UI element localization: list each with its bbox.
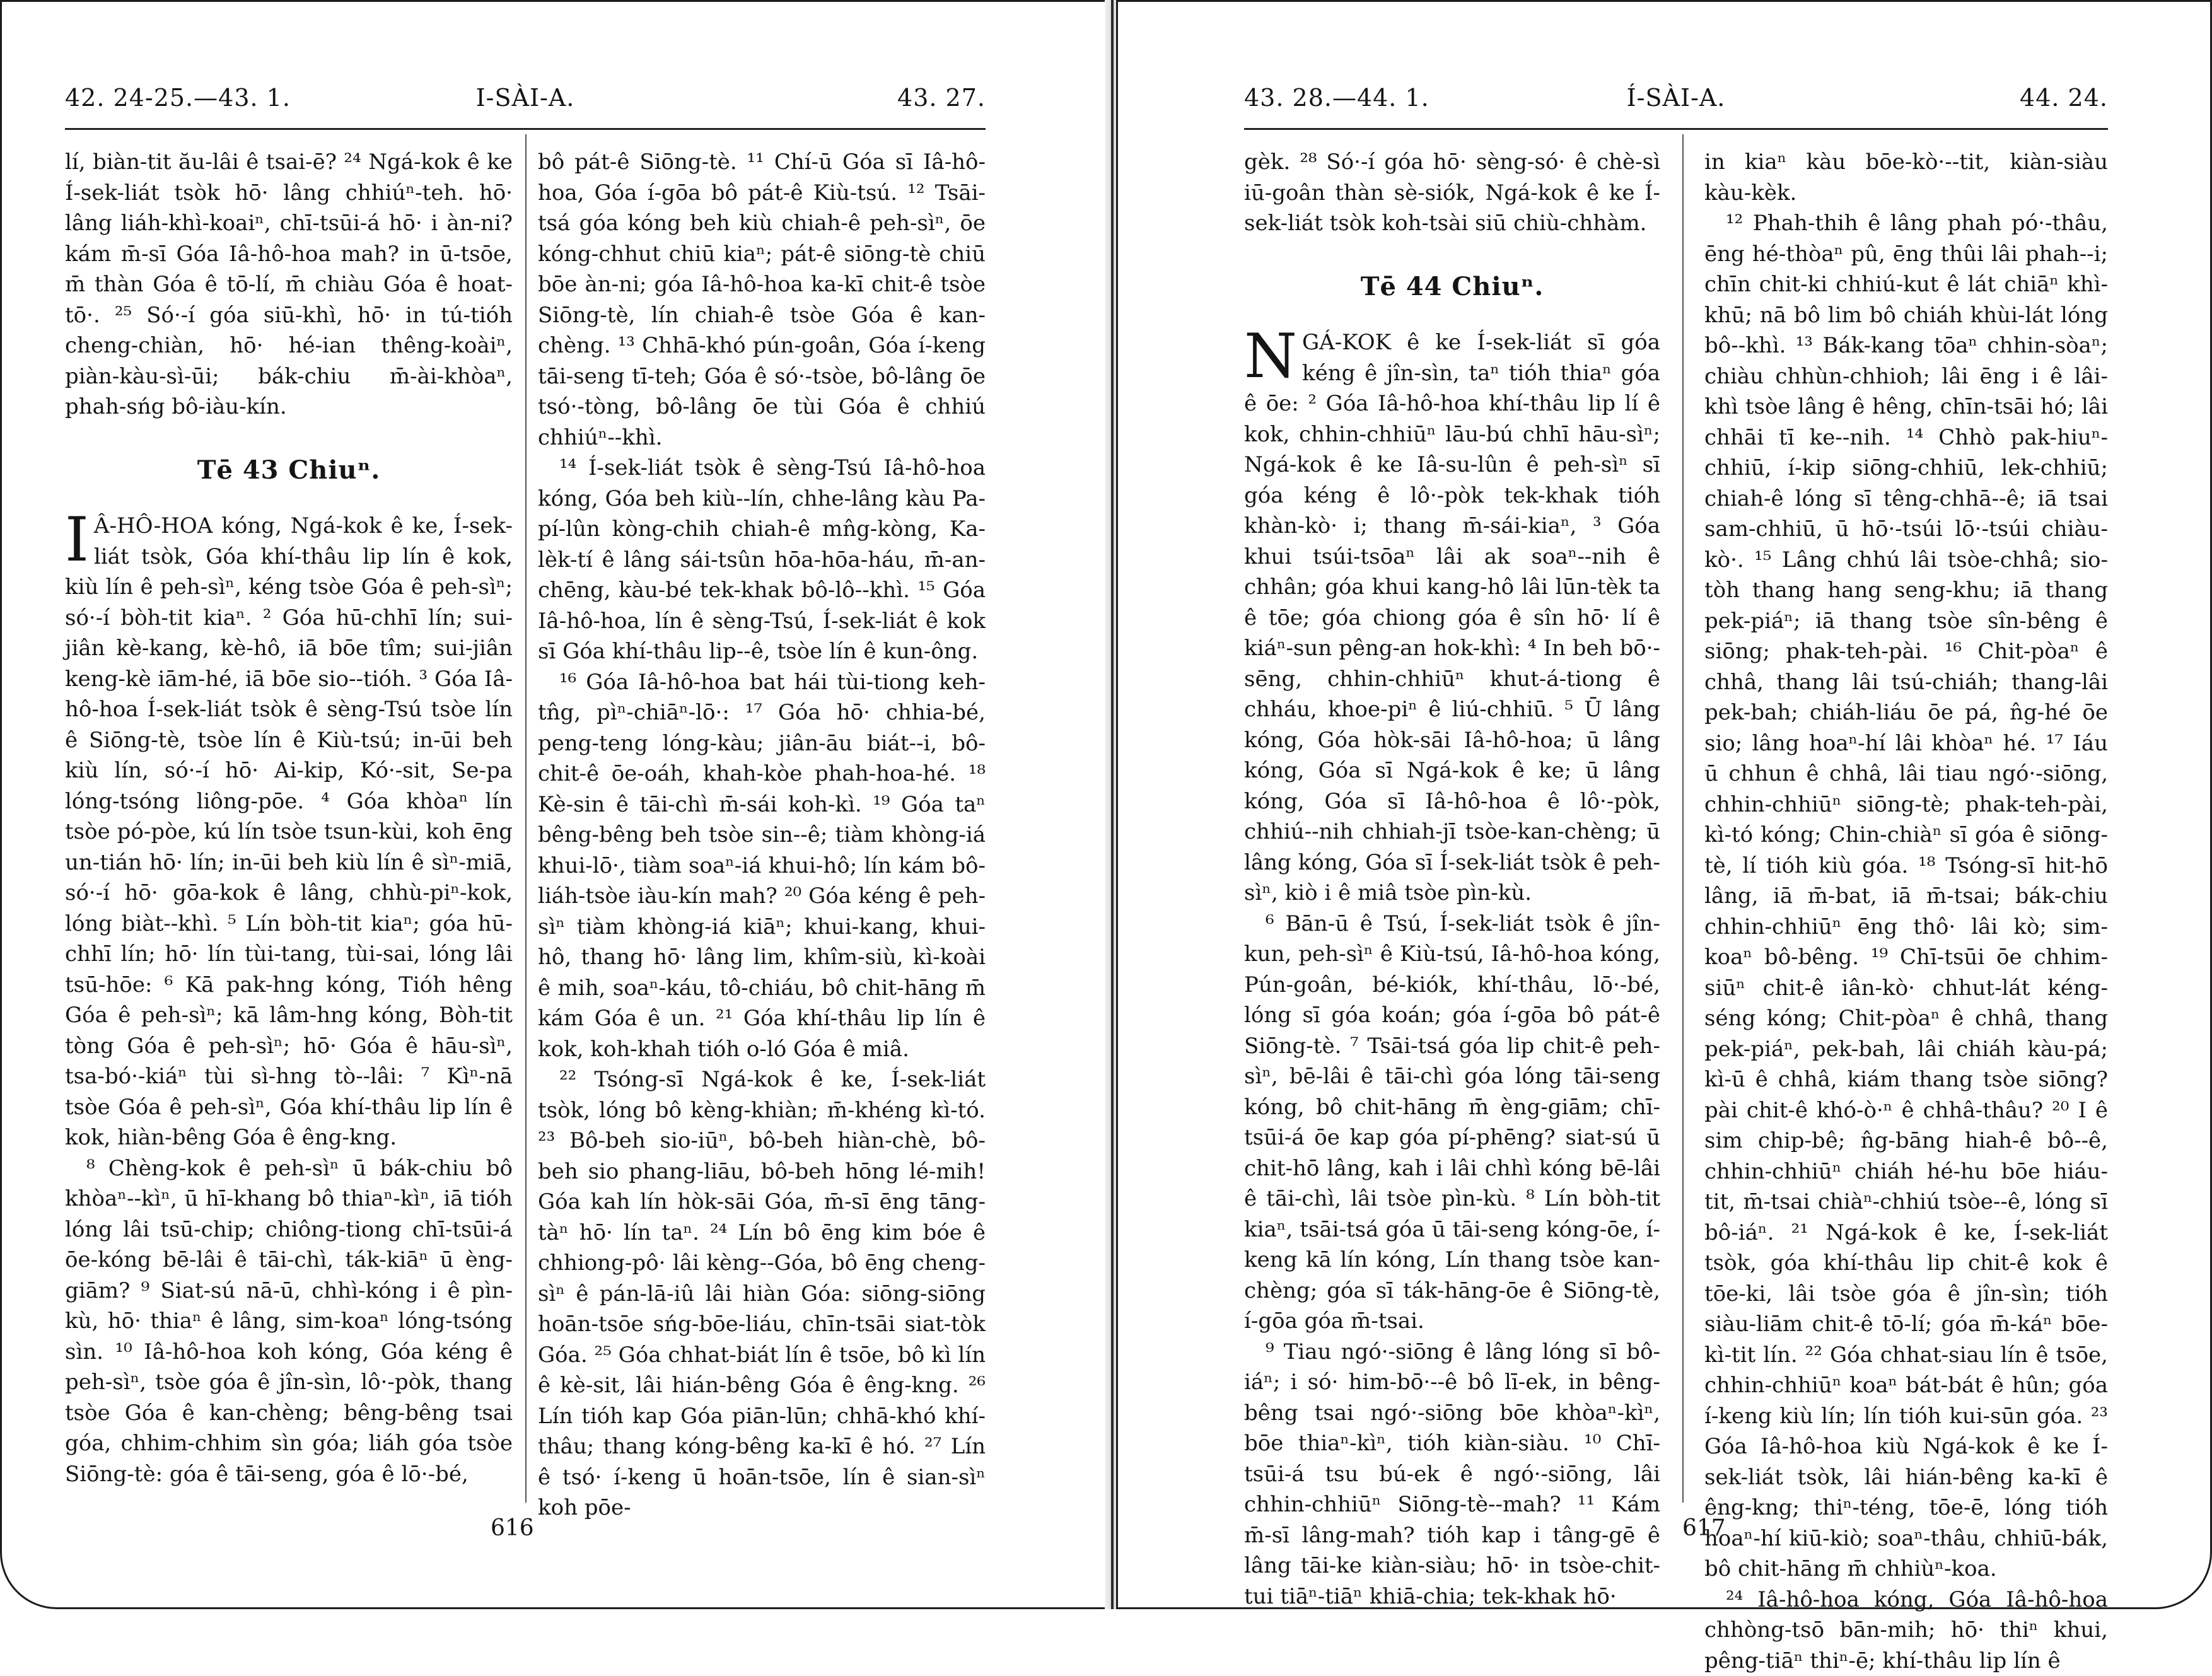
- right-page: [1116, 0, 2212, 1609]
- running-header: [65, 84, 986, 122]
- header-rule: [65, 128, 986, 130]
- chapter-opening-paragraph: [1244, 327, 1660, 909]
- paragraph: lí, biàn-tit ău-lâi ê tsai-ē? ²⁴ Ngá-kok ê ke Í-sek-liát tsòk hō· lâng chhiúⁿ-teh. hō· lâng liáh-khì-koaiⁿ, chī-tsūi-á hō· i àn-ni? kám m̄-sī Góa Iâ-hô-hoa mah? in ū-tsōe, m̄ thàn Góa ê tō-lí, m̄ chiàu Góa ê hoat-tō·. ²⁵ Só·-í góa siū-khì, hō· in tú-tióh cheng-chiàn, hō· hé-ian thêng-koàiⁿ, piàn-kàu-sì-ūi; bák-chiu m̄-ài-khòaⁿ, phah-sńg bô-iàu-kín.: [65, 147, 513, 422]
- paragraph: ²⁴ Iâ-hô-hoa kóng, Góa Iâ-hô-hoa chhòng-tsō bān-mih; hō· thiⁿ khui, pêng-tiāⁿ thiⁿ-ē; khí-thâu lip lín ê: [1704, 1585, 2108, 1676]
- header-book-title: I-SÀI-A.: [65, 84, 986, 112]
- paragraph: ⁹ Tiau ngó·-siōng ê lâng lóng sī bô-iáⁿ; i só· him-bō·--ê bô lī-ek, in bêng-bêng tsai ngó·-siōng bōe khòaⁿ-kìⁿ, bōe thiaⁿ-kìⁿ, tióh kiàn-siàu. ¹⁰ Chī-tsūi-á tsu bú-ek ê ngó·-siōng, lâi chhin-chhiūⁿ Siōng-tè--mah? ¹¹ Kám m̄-sī lâng-mah? tióh kap i tâng-gē ê lâng tāi-ke kiàn-siàu; hō· in tsòe-chit-tui tiāⁿ-tiāⁿ khiā-chia; tek-khak hō·: [1244, 1337, 1660, 1612]
- paragraph: ⁶ Bān-ū ê Tsú, Í-sek-liát tsòk ê jîn-kun, peh-sìⁿ ê Kiù-tsú, Iâ-hô-hoa kóng, Pún-goân, bé-kiók, khí-thâu, lō·-bé, lóng sī góa koán; góa í-gōa bô pát-ê Siōng-tè. ⁷ Tsāi-tsá góa lip chit-ê peh-sìⁿ, bē-lâi ê tāi-chì góa lóng tāi-seng kóng, bô chit-hāng m̄ èng-giām; chī-tsūi-á ōe kap góa pí-phēng? siat-sú ū chit-hō lâng, kah i lâi chhì kóng bē-lâi ê tāi-chì, lâi tsòe pìn-kù. ⁸ Lín bòh-tit kiaⁿ, tsāi-tsá góa ū tāi-seng kóng-ōe, í-keng kā lín kóng, Lín thang tsòe kan-chèng; góa sī ták-hāng-ōe ê Siōng-tè, í-gōa góa m̄-tsai.: [1244, 909, 1660, 1337]
- header-book-title: Í-SÀI-A.: [1244, 84, 2108, 112]
- paragraph: gèk. ²⁸ Só·-í góa hō· sèng-só· ê chè-sì iū-goân thàn sè-siók, Ngá-kok ê ke Í-sek-liát tsòk koh-tsài siū chiù-chhàm.: [1244, 147, 1660, 239]
- chapter-heading: Tē 44 Chiuⁿ.: [1244, 272, 1660, 303]
- text-column-right: [538, 147, 986, 1503]
- paragraph: ¹⁶ Góa Iâ-hô-hoa bat hái tùi-tiong keh-tn̂g, pìⁿ-chiāⁿ-lō·: ¹⁷ Góa hō· chhia-bé, peng-teng lóng-kàu; jiân-āu biát--i, bô-chit-ê ōe-oáh, khah-kòe phah-hoa-hé. ¹⁸ Kè-sin ê tāi-chì m̄-sái koh-kì. ¹⁹ Góa taⁿ bêng-bêng beh tsòe sin--ê; tiàm khòng-iá khui-lō·, tiàm soaⁿ-iá khui-hô; lín kám bô-liáh-tsòe iàu-kín mah? ²⁰ Góa kéng ê peh-sìⁿ tiàm khòng-iá kiāⁿ; khui-kang, khui-hô, thang hō· lâng lim, khîm-siù, kì-koài ê mih, soaⁿ-káu, tô-chiáu, bô chit-hāng m̄ kám Góa ê un. ²¹ Góa khí-thâu lip lín ê kok, koh-khah tióh o-ló Góa ê miâ.: [538, 667, 986, 1065]
- header-verse-end: 44. 24.: [2020, 84, 2108, 112]
- header-rule: [1244, 128, 2108, 130]
- paragraph: bô pát-ê Siōng-tè. ¹¹ Chí-ū Góa sī Iâ-hô-hoa, Góa í-gōa bô pát-ê Kiù-tsú. ¹² Tsāi-tsá góa kóng beh kiù chiah-ê peh-sìⁿ, ōe kóng-chhut chiū kiaⁿ; pát-ê siōng-tè chiū bōe àn-ni; góa Iâ-hô-hoa ka-kī chit-ê tsòe Siōng-tè, lín chiah-ê tsòe Góa ê kan-chèng. ¹³ Chhā-khó pún-goân, Góa í-keng tāi-seng tī-teh; Góa ê só·-tsòe, bô-lâng ōe tsó·-tòng, bô-lâng ōe tùi Góa ê chhiú chhiúⁿ--khì.: [538, 147, 986, 453]
- paragraph-text: Â-HÔ-HOA kóng, Ngá-kok ê ke, Í-sek-liát tsòk, Góa khí-thâu lip lín ê kok, kiù lín ê peh-sìⁿ, kéng tsòe Góa ê peh-sìⁿ; só·-í bòh-tit kiaⁿ. ² Góa hū-chhī lín; sui-jiân kè-kang, kè-hô, iā bōe tîm; sui-jiân keng-kè iām-hé, iā bōe sio--tióh. ³ Góa Iâ-hô-hoa Í-sek-liát tsòk ê sèng-Tsú tsòe lín ê Siōng-tè, tsòe lín ê Kiù-tsú; in-ūi beh kiù lín, só·-í hō· Ai-kip, Kó·-sit, Se-pa lóng-tsóng liông-pōe. ⁴ Góa khòaⁿ lín tsòe pó-pòe, kú lín tsòe tsun-kùi, koh ēng un-tián hō· lín; in-ūi beh kiù lín ê sìⁿ-miā, só·-í hō· gōa-kok ê lâng, chhù-piⁿ-kok, lóng biàt--khì. ⁵ Lín bòh-tit kiaⁿ; góa hū-chhī lín; hō· lín tùi-tang, tùi-sai, lóng lâi tsū-hōe: ⁶ Kā pak-hng kóng, Tióh hêng Góa ê peh-sìⁿ; kā lâm-hng kóng, Bòh-tit tòng Góa ê peh-sìⁿ; hō· Góa ê hāu-sìⁿ, tsa-bó·-kiáⁿ tùi sì-hng tò--lâi: ⁷ Kìⁿ-nā tsòe Góa ê peh-sìⁿ, Góa khí-thâu lip lín ê kok, hiàn-bêng Góa ê êng-kng.: [65, 513, 513, 1150]
- header-verse-range: 42. 24-25.—43. 1.: [65, 84, 291, 112]
- chapter-opening-paragraph: [65, 511, 513, 1153]
- column-divider: [525, 134, 527, 1503]
- page-number: 616: [491, 1515, 534, 1541]
- paragraph-text: GÁ-KOK ê ke Í-sek-liát sī góa kéng ê jîn-sìn, taⁿ tióh thiaⁿ góa ê ōe: ² Góa Iâ-hô-hoa khí-thâu lip lí ê kok, chhin-chhiūⁿ lāu-bú chhī hāu-sìⁿ; Ngá-kok ê ke Iâ-su-lûn ê peh-sìⁿ sī góa kéng ê lô·-pòk tek-khak tióh khàn-kò· i; thang m̄-sái-kiaⁿ, ³ Góa khui tsúi-tsōaⁿ lâi ak soaⁿ--nih ê chhân; góa khui kang-hô lâi lūn-tèk ta ê tōe; góa chiong góa ê sîn hō· lí ê kiáⁿ-sun pêng-an hok-khì: ⁴ In beh bō·-sēng, chhin-chhiūⁿ khut-á-tiong ê chháu, khoe-piⁿ ê liú-chhiū. ⁵ Ū lâng kóng, Góa hòk-sāi Iâ-hô-hoa; ū lâng kóng, Góa sī Ngá-kok ê ke; ū lâng kóng, Góa sī Iâ-hô-hoa ê lô·-pòk, chhiú--nih chhiah-jī tsòe-kan-chèng; ū lâng kóng, Góa sī Í-sek-liát tsòk ê peh-sìⁿ, kiò i ê miâ tsòe pìn-kù.: [1244, 330, 1660, 905]
- paragraph: ¹⁴ Í-sek-liát tsòk ê sèng-Tsú Iâ-hô-hoa kóng, Góa beh kiù--lín, chhe-lâng kàu Pa-pí-lûn kòng-chih chiah-ê mn̂g-kòng, Ka-lèk-tí ê lâng sái-tsûn hōa-hōa-háu, m̄-an-chēng, kàu-bé tek-khak bô-lô--khì. ¹⁵ Góa Iâ-hô-hoa, lín ê sèng-Tsú, Í-sek-liát ê kok sī Góa khí-thâu lip--ê, tsòe lín ê kun-ông.: [538, 453, 986, 667]
- page-number: 617: [1682, 1515, 1726, 1541]
- paragraph: ²² Tsóng-sī Ngá-kok ê ke, Í-sek-liát tsòk, lóng bô kèng-khiàn; m̄-khéng kì-tó. ²³ Bô-beh sio-iūⁿ, bô-beh hiàn-chè, bô-beh sio phang-liāu, bô-beh hōng lé-mih! Góa kah lín hòk-sāi Góa, m̄-sī ēng tāng-tàⁿ hō· lín taⁿ. ²⁴ Lín bô ēng kim bóe ê chhiong-pô· lâi kèng--Góa, bô ēng cheng-sìⁿ ê pán-lā-iû lâi hiàn Góa: siōng-siōng hoān-tsōe sńg-bōe-liáu, chīn-tsāi siat-tòk Góa. ²⁵ Góa chhat-biát lín ê tsōe, bô kì lín ê kè-sit, lâi hián-bêng Góa ê êng-kng. ²⁶ Lín tióh kap Góa piān-lūn; chhā-khó khí-thâu; thang kóng-bêng ka-kī ê hó. ²⁷ Lín ê tsó· í-keng ū hoān-tsōe, lín ê sian-sìⁿ koh pōe-: [538, 1064, 986, 1523]
- running-header: [1244, 84, 2108, 122]
- drop-cap: N: [1244, 331, 1297, 381]
- header-verse-end: 43. 27.: [897, 84, 986, 112]
- gutter-line: [1111, 0, 1114, 1609]
- header-verse-range: 43. 28.—44. 1.: [1244, 84, 1429, 112]
- text-column-left: [1244, 147, 1660, 1503]
- text-column-right: [1704, 147, 2108, 1503]
- text-column-left: [65, 147, 513, 1503]
- paragraph: ¹² Phah-thih ê lâng phah pó·-thâu, ēng hé-thòaⁿ pû, ēng thûi lâi phah--i; chīn chit-ki chhiú-kut ê lát chiāⁿ khì-khū; nā bô lim bô chiáh khùi-lát lóng bô--khì. ¹³ Bák-kang tōaⁿ chhin-sòaⁿ; chiàu chhùn-chhioh; lâi ēng i ê lâi-khì tsòe lâng ê hêng, chīn-tsāi hó; lâi chhāi tī ke--nih. ¹⁴ Chhò pak-hiuⁿ-chhiū, í-kip siōng-chhiū, lek-chhiū; chiah-ê lóng sī têng-chhā--ê; iā tsai sam-chhiū, ū hō·-tsúi lō·-tsúi chiàu-kò·. ¹⁵ Lâng chhú lâi tsòe-chhâ; sio-tòh thang hang seng-khu; iā thang pek-piáⁿ; iā thang tsòe sîn-bêng ê siōng; phak-teh-pài. ¹⁶ Chit-pòaⁿ ê chhâ, thang lâi tsú-chiáh; thang-lâi pek-bah; chiáh-liáu ōe pá, n̂g-hé ōe sio; lâng hoaⁿ-hí lâi khòaⁿ hé. ¹⁷ Iáu ū chhun ê chhâ, lâi tiau ngó·-siōng, chhin-chhiūⁿ siōng-tè; phak-teh-pài, kì-tó kóng; Chin-chiàⁿ sī góa ê siōng-tè, lí tióh kiù góa. ¹⁸ Tsóng-sī hit-hō lâng, iā m̄-bat, iā m̄-tsai; bák-chiu chhin-chhiūⁿ ēng thô· lâi kò; sim-koaⁿ bô-bêng. ¹⁹ Chī-tsūi ōe chhim-siūⁿ chit-ê iân-kò· chhut-lát kéng-séng kóng; Chit-pòaⁿ ê chhâ, thang pek-piáⁿ, pek-bah, lâi chiáh kàu-pá; kì-ū ê chhâ, kiám thang tsòe siōng? pài chit-ê khó-ò·ⁿ ê chhâ-thâu? ²⁰ I ê sim chip-bê; n̂g-bāng hiah-ê bô--ê, chhin-chhiūⁿ chiáh hé-hu bōe hiáu-tit, m̄-tsai chiàⁿ-chhiú tsòe--ê, lóng sī bô-iáⁿ. ²¹ Ngá-kok ê ke, Í-sek-liát tsòk, góa khí-thâu lip chit-ê kok ê tōe-ki, lâi tsòe góa ê jîn-sìn; tióh siàu-liām chit-ê tō-lí; góa m̄-káⁿ bōe-kì-tit lín. ²² Góa chhat-siau lín ê tsōe, chhin-chhiūⁿ koaⁿ bát-bát ê hûn; góa í-keng kiù lín; lín tióh kui-sūn góa. ²³ Góa Iâ-hô-hoa kiù Ngá-kok ê ke Í-sek-liát tsòk, lâi hián-bêng ka-kī ê êng-kng; thiⁿ-téng, tōe-ē, lóng tióh hoaⁿ-hí kiū-kiò; soaⁿ-thâu, chhiū-bák, bô chit-hāng m̄ chhiùⁿ-koa.: [1704, 208, 2108, 1585]
- column-divider: [1682, 134, 1684, 1503]
- paragraph: ⁸ Chèng-kok ê peh-sìⁿ ū bák-chiu bô khòaⁿ--kìⁿ, ū hī-khang bô thiaⁿ-kìⁿ, iā tióh lóng lâi tsū-chip; chiông-tiong chī-tsūi-á ōe-kóng bē-lâi ê tāi-chì, ták-kiāⁿ ū èng-giām? ⁹ Siat-sú nā-ū, chhì-kóng i ê pìn-kù, hō· thiaⁿ ê lâng, sim-koaⁿ lóng-tsóng sìn. ¹⁰ Iâ-hô-hoa koh kóng, Góa kéng ê peh-sìⁿ, tsòe góa ê jîn-sìn, lô·-pòk, thang tsòe Góa ê kan-chèng; bêng-bêng tsai góa, chhim-chhim sìn góa; liáh góa tsòe Siōng-tè: góa ê tāi-seng, góa ê lō·-bé,: [65, 1153, 513, 1490]
- drop-cap: I: [65, 515, 89, 565]
- chapter-heading: Tē 43 Chiuⁿ.: [65, 455, 513, 486]
- paragraph: in kiaⁿ kàu bōe-kò·--tit, kiàn-siàu kàu-kèk.: [1704, 147, 2108, 208]
- left-page: [0, 0, 1110, 1609]
